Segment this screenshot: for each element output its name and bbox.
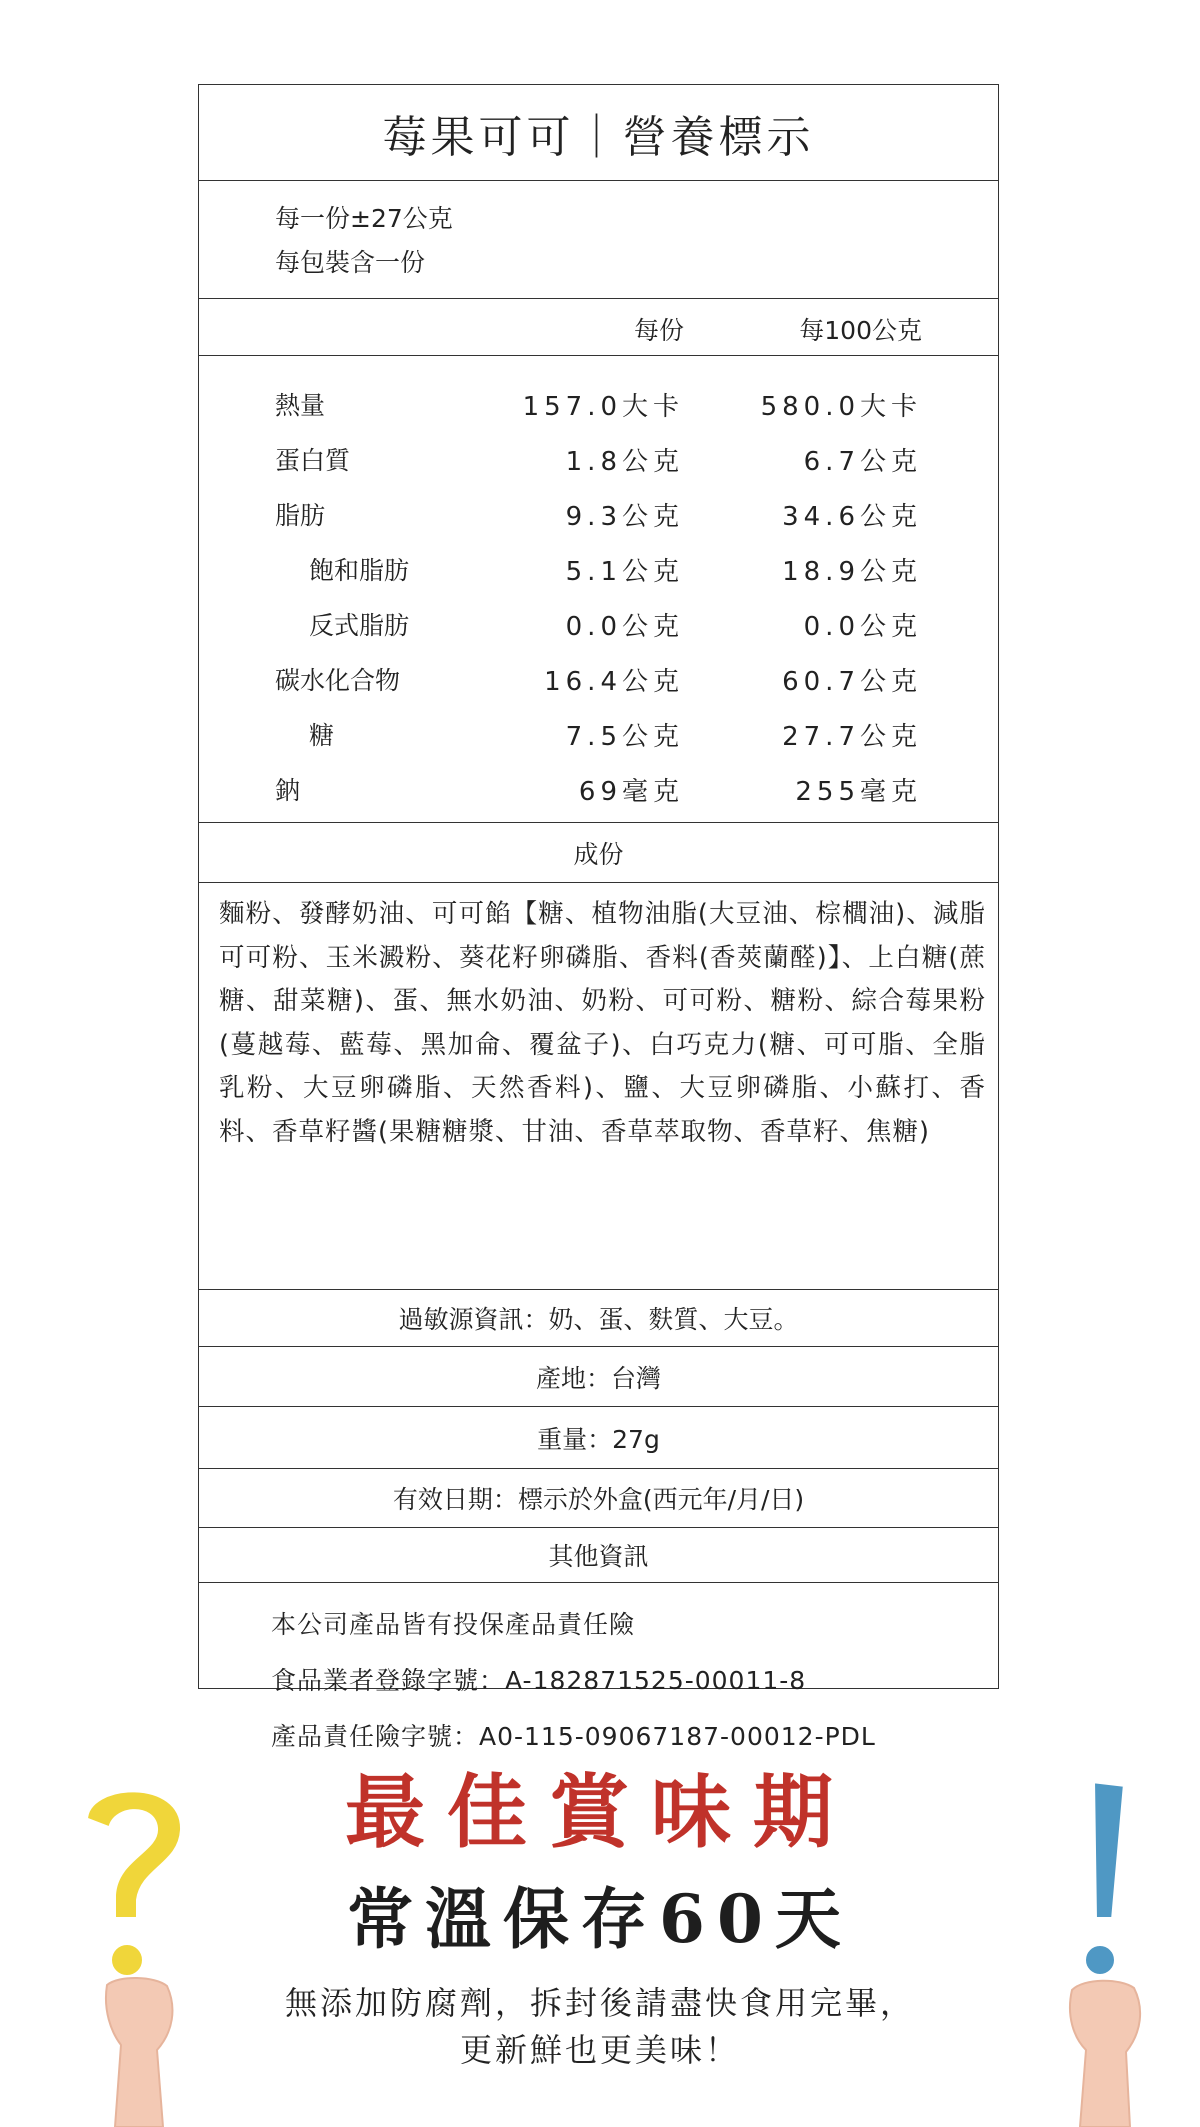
nutrient-table <box>199 356 998 823</box>
label-title: 莓果可可｜營養標示 <box>382 111 815 163</box>
nutrient-row <box>199 651 998 706</box>
nutrient-name: 糖 <box>309 721 335 750</box>
nutrient-per-100g: 580.0大卡 <box>760 392 922 422</box>
nutrient-per-100g: 6.7公克 <box>803 447 922 477</box>
nutrient-row <box>199 431 998 486</box>
nutrient-per-100g: 18.9公克 <box>782 557 922 587</box>
ingredients-header: 成份 <box>199 823 998 883</box>
serving-size: 每一份±27公克 <box>275 204 453 233</box>
nutrient-row <box>199 761 998 816</box>
nutrient-column-header <box>199 299 998 356</box>
nutrient-name: 蛋白質 <box>275 446 351 475</box>
per-serving-header: 每份 <box>633 316 684 345</box>
best-before-subtitle: 常溫保存60天 <box>347 1880 853 1958</box>
other-info-header: 其他資訊 <box>199 1528 998 1583</box>
expiry-info: 有效日期：標示於外盒(西元年/月/日) <box>199 1469 998 1528</box>
nutrient-per-serving: 157.0大卡 <box>522 392 684 422</box>
best-before-note-line2: 更新鮮也更美味！ <box>459 2031 740 2069</box>
nutrient-row <box>199 596 998 651</box>
allergen-info: 過敏源資訊：奶、蛋、麩質、大豆。 <box>199 1290 998 1347</box>
serving-info <box>199 181 998 299</box>
ingredients-body <box>199 883 998 1290</box>
nutrient-row <box>199 486 998 541</box>
nutrient-per-100g: 27.7公克 <box>782 722 922 752</box>
other-info-body <box>199 1583 998 1751</box>
nutrient-row <box>199 706 998 761</box>
nutrient-per-serving: 5.1公克 <box>565 557 684 587</box>
nutrient-per-100g: 255毫克 <box>795 777 922 807</box>
nutrient-name: 反式脂肪 <box>309 611 410 640</box>
nutrient-per-serving: 0.0公克 <box>565 612 684 642</box>
nutrient-per-serving: 7.5公克 <box>565 722 684 752</box>
nutrient-per-serving: 69毫克 <box>578 777 684 807</box>
nutrient-name: 碳水化合物 <box>275 666 401 695</box>
best-before-note-line1: 無添加防腐劑，拆封後請盡快食用完畢， <box>284 1984 915 2022</box>
nutrient-per-serving: 1.8公克 <box>565 447 684 477</box>
nutrient-name: 鈉 <box>275 776 301 805</box>
nutrient-row <box>199 376 998 431</box>
label-title-row <box>199 85 998 181</box>
nutrition-label <box>198 84 999 1751</box>
ingredients-text: 麵粉、發酵奶油、可可餡【糖、植物油脂(大豆油、棕櫚油)、減脂可可粉、玉米澱粉、葵花籽卵磷脂、香料(香莢蘭醛)】、上白糖(蔗糖、甜菜糖)、蛋、無水奶油、奶粉、可可粉、糖粉、綜合莓果粉(蔓越莓、藍莓、黑加侖、覆盆子)、白巧克力(糖、可可脂、全脂乳粉、大豆卵磷脂、天然香料)、鹽、大豆卵磷脂、小蘇打、香料、香草籽醬(果糖糖漿、甘油、香草萃取物、香草籽、焦糖) <box>219 899 986 1147</box>
nutrient-name: 飽和脂肪 <box>309 556 410 585</box>
registration-number: 食品業者登錄字號：A-182871525-00011-8 <box>271 1666 807 1695</box>
nutrient-name: 脂肪 <box>275 501 326 530</box>
weight-info: 重量：27g <box>199 1407 998 1469</box>
nutrient-per-100g: 0.0公克 <box>803 612 922 642</box>
liability-policy-number: 產品責任險字號：A0-115-09067187-00012-PDL <box>271 1722 876 1751</box>
origin-info: 產地：台灣 <box>199 1347 998 1407</box>
best-before-title: 最佳賞味期 <box>345 1765 855 1859</box>
per-100g-header: 每100公克 <box>799 316 922 345</box>
nutrient-name: 熱量 <box>275 391 326 420</box>
nutrient-per-100g: 34.6公克 <box>782 502 922 532</box>
servings-per-package: 每包裝含一份 <box>275 248 426 277</box>
nutrient-per-100g: 60.7公克 <box>782 667 922 697</box>
nutrient-row <box>199 541 998 596</box>
insurance-note: 本公司產品皆有投保產品責任險 <box>271 1610 636 1639</box>
nutrient-per-serving: 9.3公克 <box>565 502 684 532</box>
nutrient-per-serving: 16.4公克 <box>544 667 684 697</box>
